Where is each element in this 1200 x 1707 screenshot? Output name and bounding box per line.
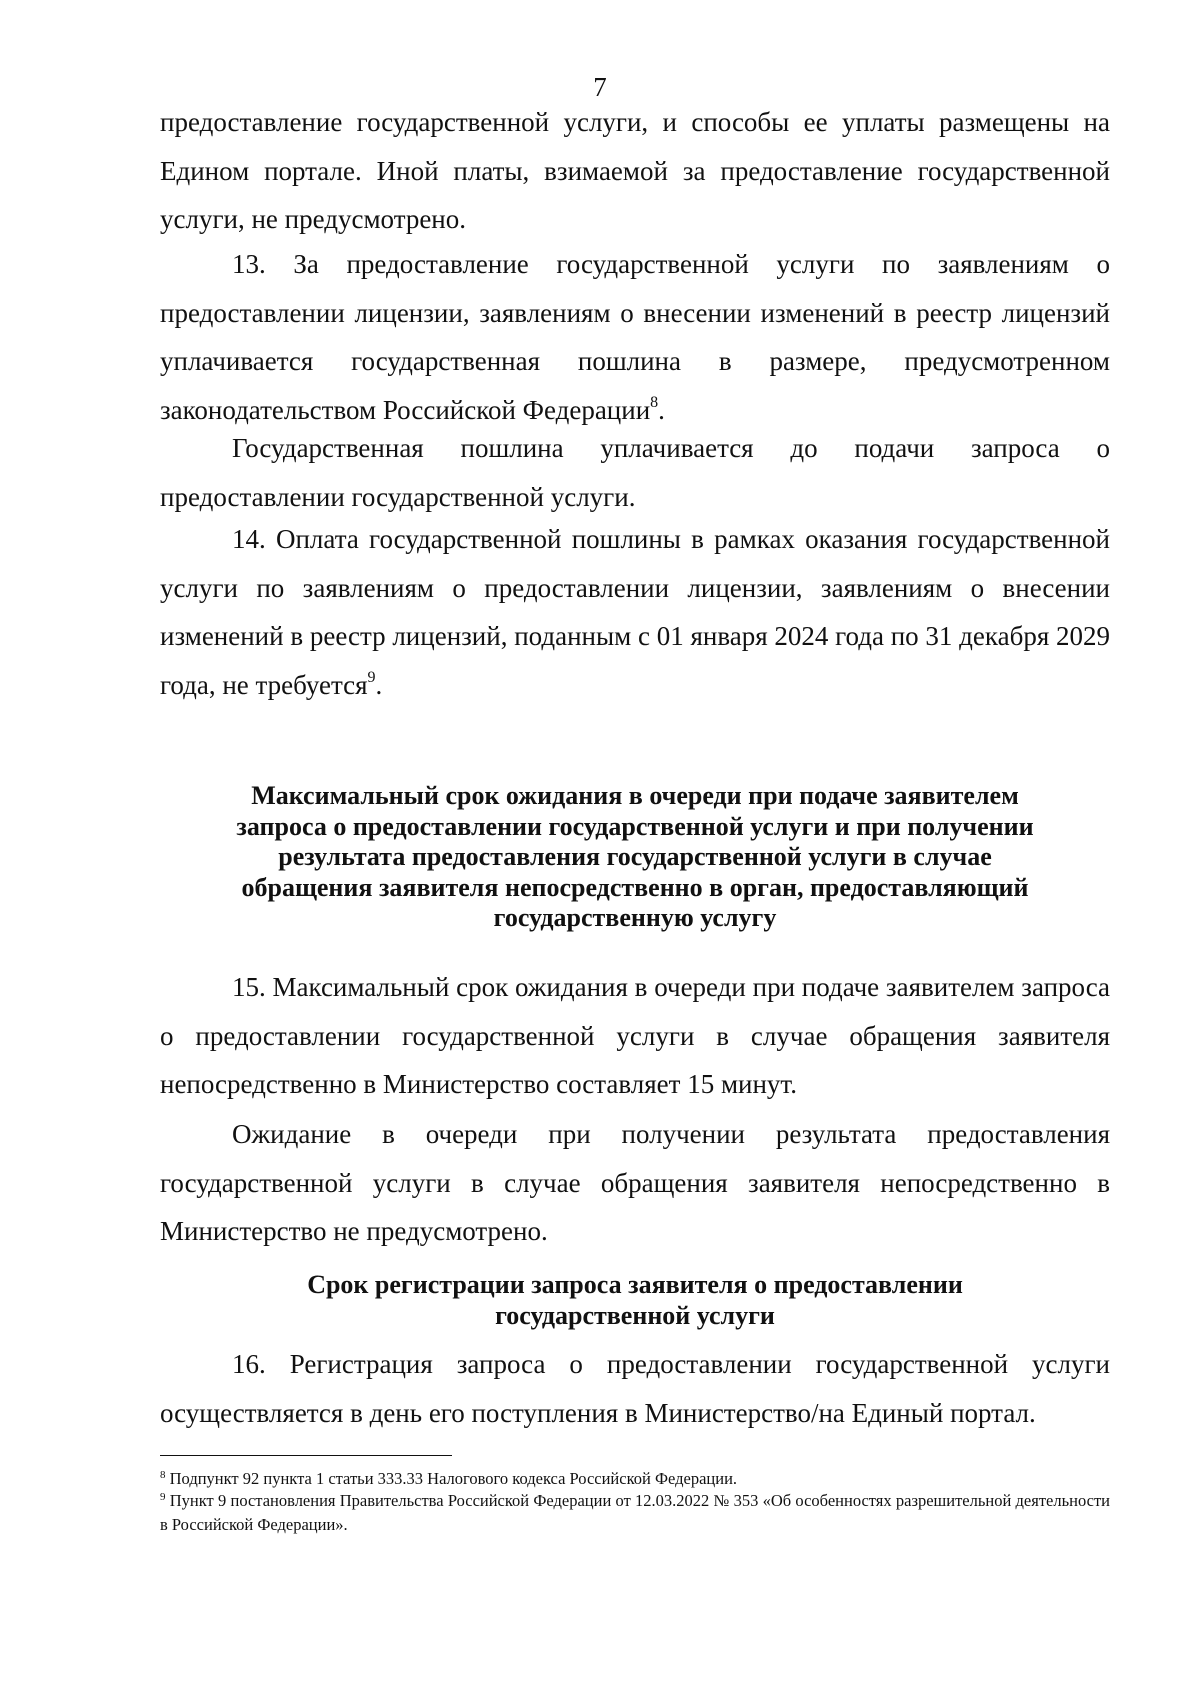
paragraph-14-end: . [375,669,383,700]
footnote-mark: 8 [160,1469,166,1481]
paragraph-16-text: 16. Регистрация запроса о предоставлении государственной услуги осуществляется в день его поступления в Министерство/на Единый портал. [160,1349,1110,1428]
paragraph-15-result-text: Ожидание в очереди при получении результата предоставления государственной услуги в случае обращения заявителя непосредственно в Министерство не предусмотрено. [160,1119,1110,1246]
paragraph-13-state-duty-text: Государственная пошлина уплачивается до подачи запроса о предоставлении государственной услуги. [160,433,1110,512]
heading-line: Срок регистрации запроса заявителя о предоставлении [307,1270,963,1299]
footnote-text: Подпункт 92 пункта 1 статьи 333.33 Налогового кодекса Российской Федерации. [165,1469,738,1488]
footnote-mark: 9 [160,1491,166,1503]
paragraph-16 [160,1340,1110,1437]
page-number: 7 [593,72,607,102]
paragraph-15-text: 15. Максимальный срок ожидания в очереди при подаче заявителем запроса о предоставлении государственной услуги в случае обращения заявителя непосредственно в Министерство составляет 15 минут. [160,972,1110,1099]
heading-line: государственной услуги [495,1300,775,1330]
footnote-9 [160,1490,1110,1535]
paragraph-15-result [160,1110,1110,1256]
heading-line: обращения заявителя непосредственно в орган, предоставляющий [241,872,1029,902]
paragraph-13-text: 13. За предоставление государственной услуги по заявлениям о предоставлении лицензии, заявлениям о внесении изменений в реестр лицензий уплачивается государственная пошлина в размере, предусмотренном законодательством Российской Федерации [160,249,1110,425]
footnote-8 [160,1468,1110,1492]
footnote-text: Пункт 9 постановления Правительства Российской Федерации от 12.03.2022 № 353 «Об особенностях разрешительной деятельности в Российской Федерации». [160,1491,1110,1534]
paragraph-15 [160,963,1110,1109]
paragraph-13-end: . [658,394,665,425]
heading-line: Максимальный срок ожидания в очереди при подаче заявителем [251,781,1019,810]
paragraph-continuation [160,98,1110,244]
paragraph-13-state-duty [160,424,1110,521]
paragraph-14-text: 14. Оплата государственной пошлины в рамках оказания государственной услуги по заявлениям о предоставлении лицензии, заявлениям о внесении изменений в реестр лицензий, поданным с 01 января 2024 года по 31 декабря 2029 года, не требуется [160,524,1110,700]
heading-line: государственную услугу [493,903,777,932]
footnote-separator [160,1455,452,1456]
footnote-ref-8: 8 [650,393,659,411]
section-heading-queue-time [160,781,1110,934]
footnote-ref-9: 9 [367,668,376,686]
section-heading-registration-time [160,1270,1110,1331]
paragraph-continuation-text: предоставление государственной услуги, и способы ее уплаты размещены на Едином портале. Иной платы, взимаемой за предоставление государственной услуги, не предусмотрено. [160,107,1110,234]
heading-line: результата предоставления государственной услуги в случае [278,842,992,871]
paragraph-14 [160,515,1110,709]
heading-line: запроса о предоставлении государственной услуги и при получении [236,811,1034,841]
paragraph-13 [160,240,1110,434]
